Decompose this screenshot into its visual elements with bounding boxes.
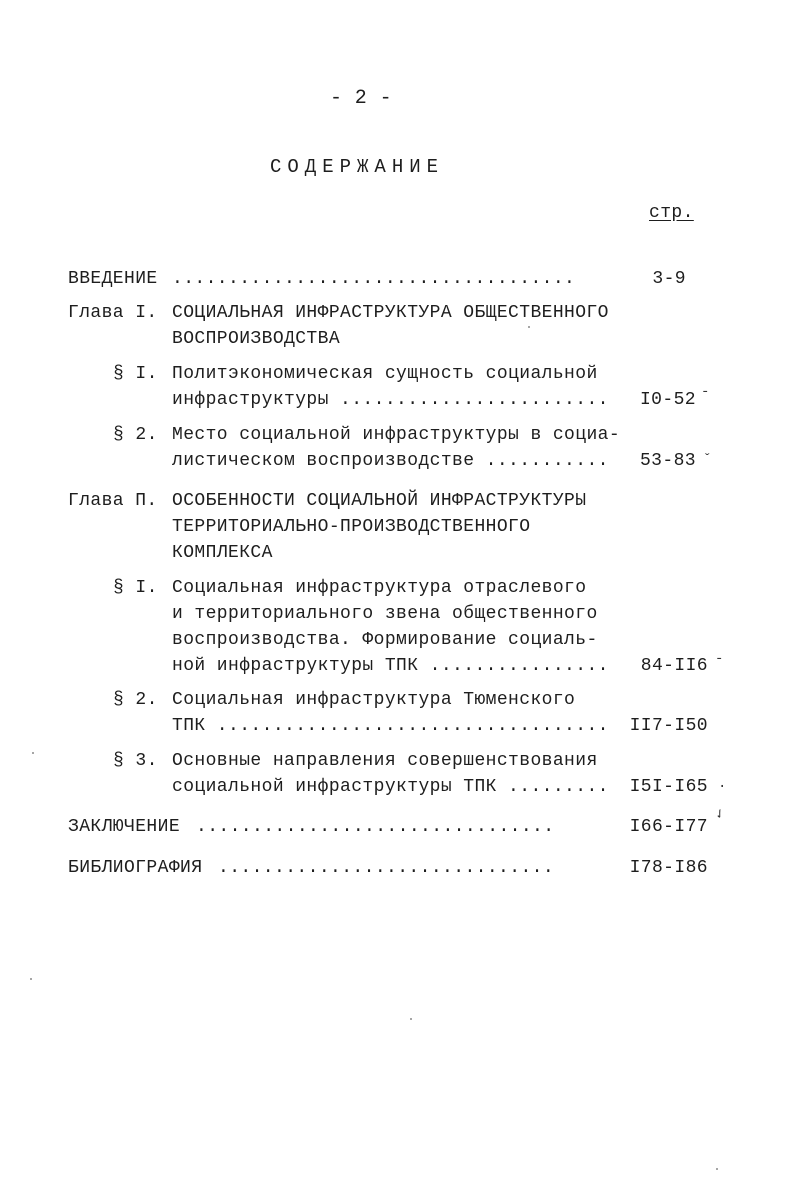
toc-ch2-s3-pages: I5I-I65 [629,777,708,797]
scan-speck [32,752,34,754]
toc-ch2-s1-line1: Социальная инфраструктура отраслевого [172,578,587,598]
toc-ch1-prefix: Глава I. [68,303,158,323]
toc-intro-pages: 3-9 [652,269,686,289]
toc-ch2-s1-line4: ной инфраструктуры ТПК ................ [172,656,609,676]
pencil-check-mark: ✓ [712,805,729,824]
toc-ch1-s1-pages: I0-52 [639,390,696,410]
toc-ch1-s2-line1: Место социальной инфраструктуры в социа- [172,425,621,445]
pencil-tick-mark: ˇ [703,452,712,468]
toc-intro-dots: .................................... [172,269,576,289]
toc-ch1-s2-number: § 2. [113,425,158,445]
toc-ch1-s2-line2: листическом воспроизводстве ........... [172,451,609,471]
toc-bibliography-label: БИБЛИОГРАФИЯ [68,858,203,878]
toc-conclusion-label: ЗАКЛЮЧЕНИЕ [68,817,181,837]
toc-ch2-s3-line1: Основные направления совершенствования [172,751,598,771]
toc-ch2-s1-line2: и территориального звена общественного [172,604,598,624]
toc-ch2-title-line3: КОМПЛЕКСА [172,543,273,563]
toc-ch1-title-line1: СОЦИАЛЬНАЯ ИНФРАСТРУКТУРА ОБЩЕСТВЕННОГО [172,303,609,323]
toc-ch2-s2-number: § 2. [113,690,158,710]
toc-ch2-s2-line2: ТПК ................................... [172,716,609,736]
toc-ch1-s1-line2: инфраструктуры ........................ [172,390,609,410]
scan-speck [716,1168,718,1170]
toc-ch2-title-line2: ТЕРРИТОРИАЛЬНО-ПРОИЗВОДСТВЕННОГО [172,517,531,537]
toc-intro-label: ВВЕДЕНИЕ [68,269,158,289]
toc-bibliography-dots: .............................. [218,858,555,878]
toc-ch1-title-line2: ВОСПРОИЗВОДСТВА [172,329,341,349]
toc-conclusion-dots: ................................ [196,817,555,837]
toc-ch2-title-line1: ОСОБЕННОСТИ СОЦИАЛЬНОЙ ИНФРАСТРУКТУРЫ [172,491,587,511]
page-number: - 2 - [330,87,393,110]
page-column-label: стр. [649,203,694,223]
toc-ch2-s2-line1: Социальная инфраструктура Тюменского [172,690,576,710]
pencil-tick-mark: - [715,651,724,667]
toc-ch2-prefix: Глава П. [68,491,158,511]
toc-ch2-s3-line2: социальной инфраструктуры ТПК ......... [172,777,609,797]
toc-ch2-s1-number: § I. [113,578,158,598]
toc-ch2-s3-number: § 3. [113,751,158,771]
contents-heading: СОДЕРЖАНИЕ [270,156,445,178]
scan-speck [30,978,32,980]
pencil-tick-mark: - [701,384,710,400]
toc-ch1-s2-pages: 53-83 [639,451,696,471]
toc-ch1-s1-number: § I. [113,364,158,384]
toc-ch1-s1-line1: Политэкономическая сущность социальной [172,364,598,384]
toc-ch2-s2-pages: II7-I50 [629,716,708,736]
toc-bibliography-pages: I78-I86 [629,858,708,878]
scan-speck [528,326,530,328]
pencil-dot-mark: . [718,776,727,792]
scan-speck [410,1018,412,1020]
toc-ch2-s1-line3: воспроизводства. Формирование социаль- [172,630,598,650]
toc-conclusion-pages: I66-I77 [629,817,708,837]
toc-ch2-s1-pages: 84-II6 [640,656,708,676]
